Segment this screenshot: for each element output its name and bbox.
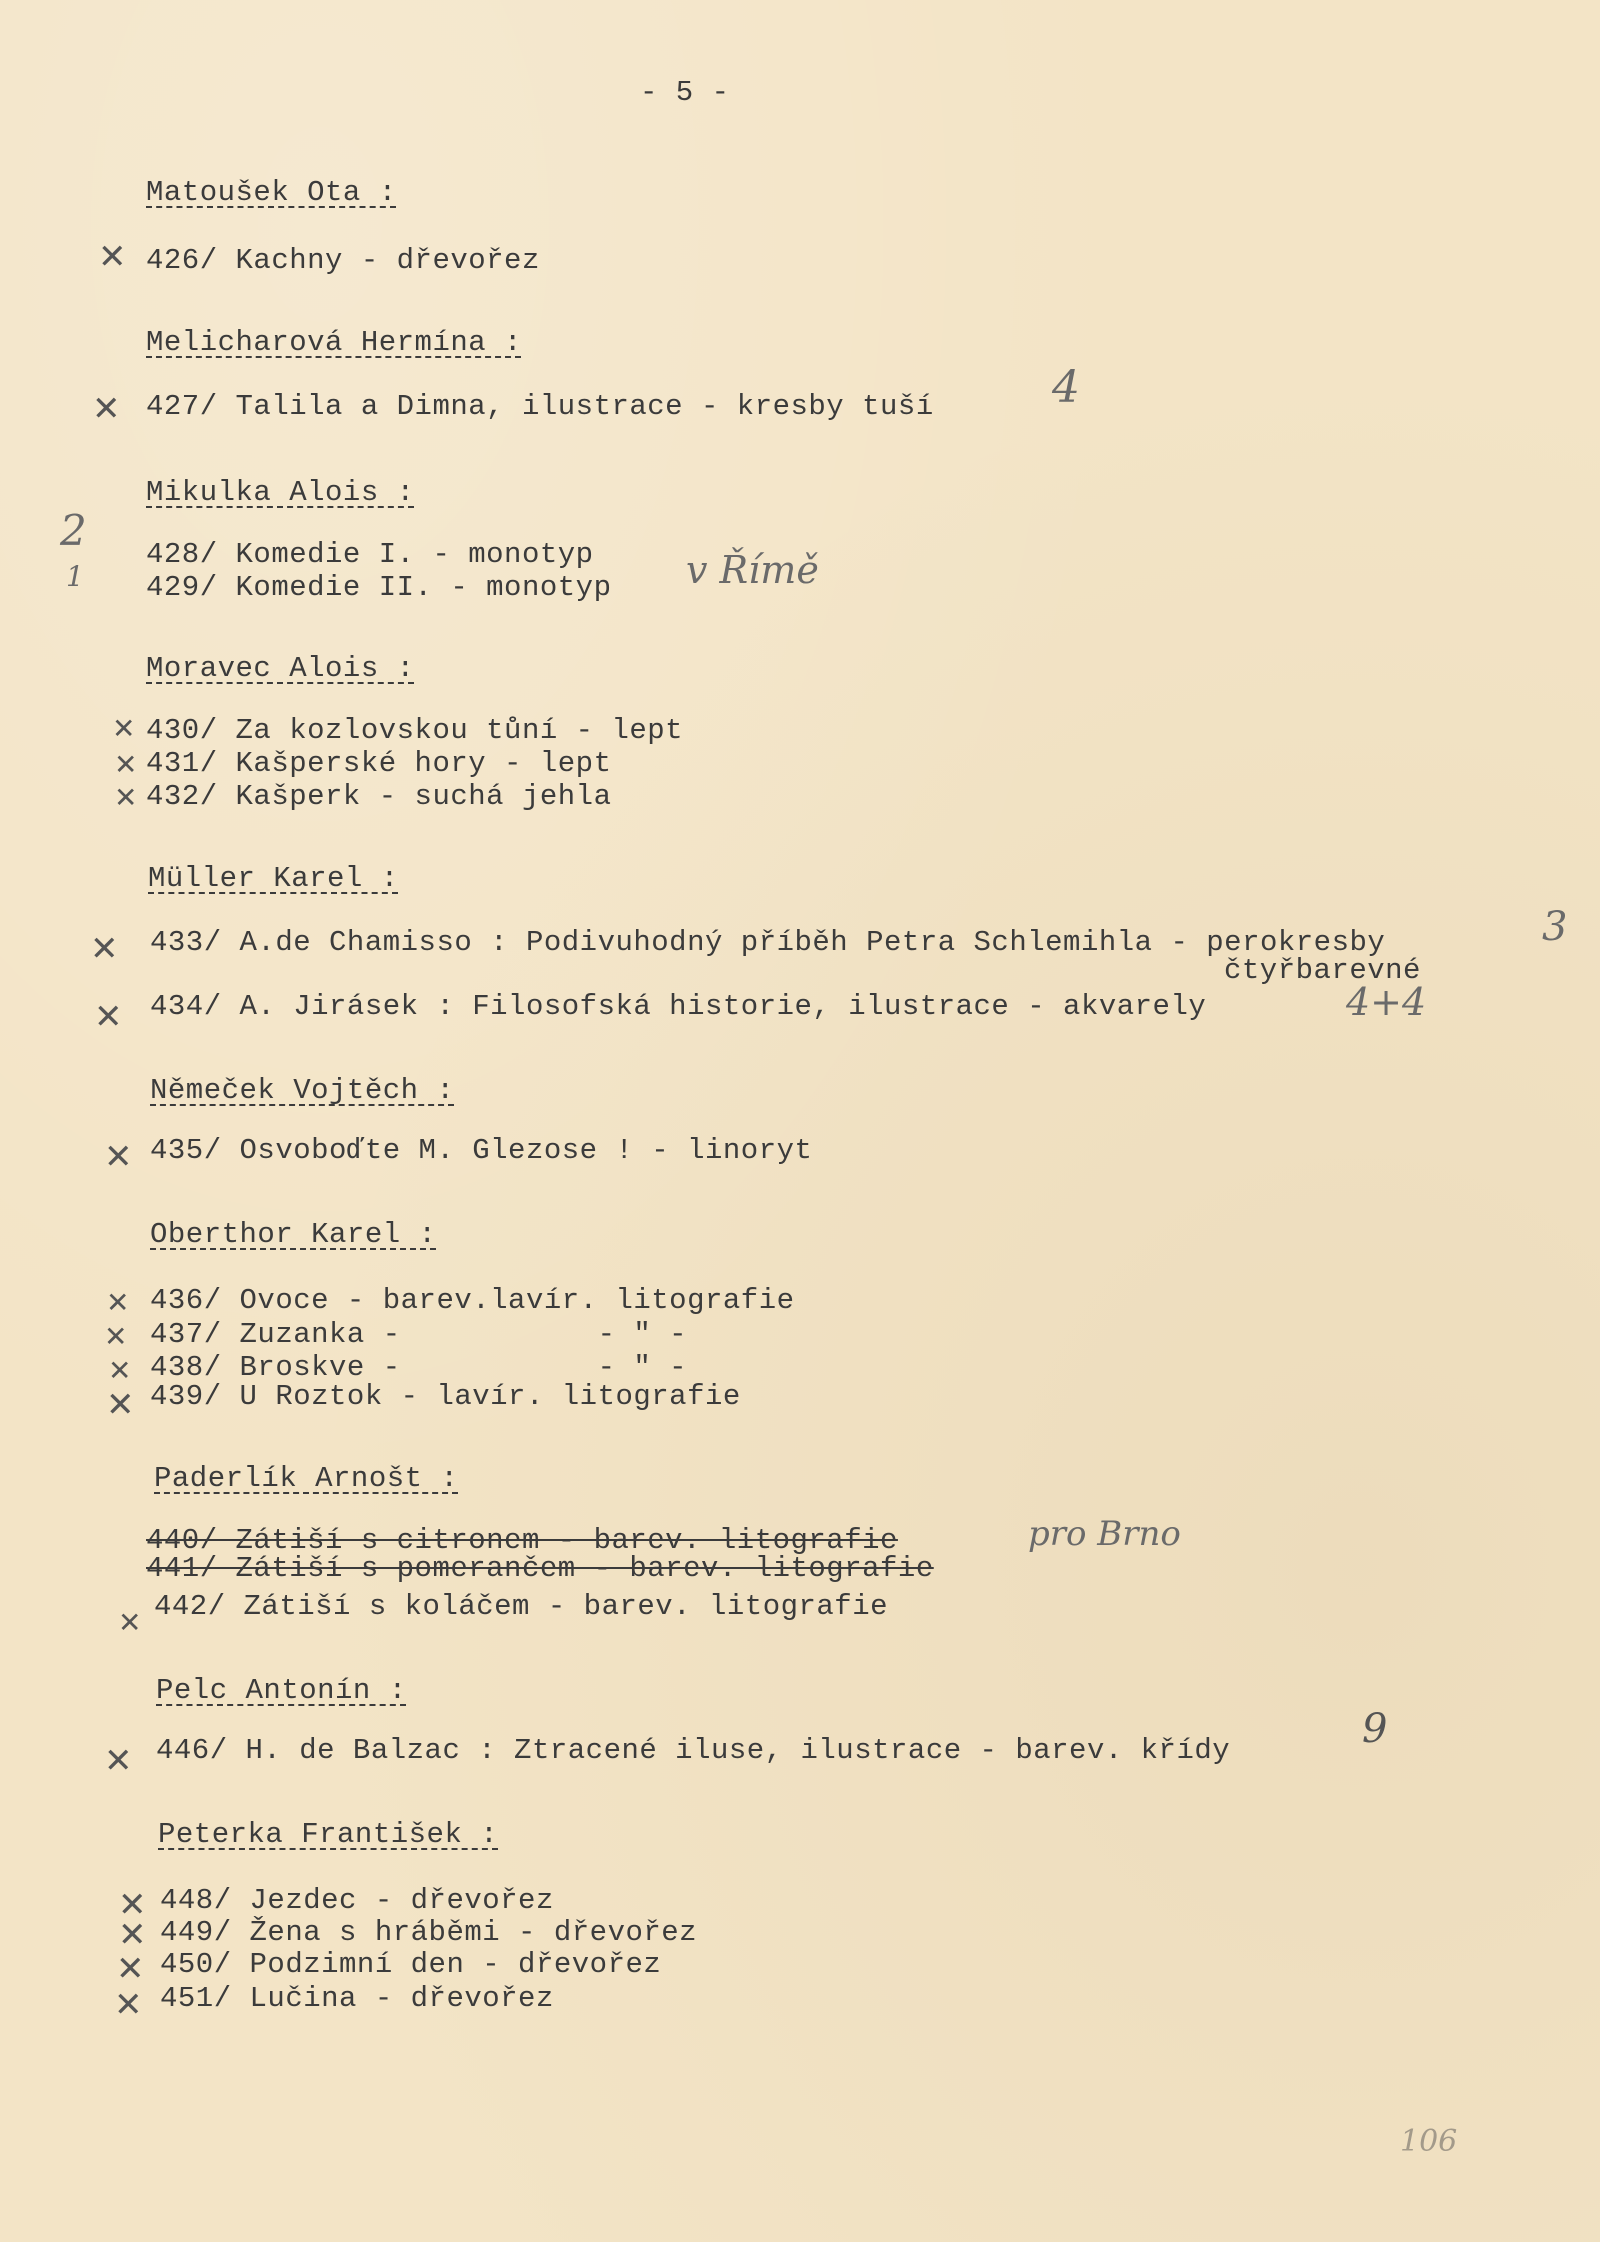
artist-heading-moravec: Moravec Alois : bbox=[146, 652, 415, 685]
artwork-entry-449: 449/ Žena s hráběmi - dřevořez bbox=[160, 1916, 698, 1949]
handwritten-count-427: 4 bbox=[1052, 362, 1080, 413]
artist-heading-oberthor: Oberthor Karel : bbox=[150, 1218, 437, 1251]
check-mark: ✕ bbox=[118, 1606, 142, 1639]
handwritten-mark-2: 2 bbox=[60, 506, 87, 555]
artwork-entry-446: 446/ H. de Balzac : Ztracené iluse, ilustrace - barev. křídy bbox=[156, 1734, 1231, 1767]
artwork-entry-434: 434/ A. Jirásek : Filosofská historie, ilustrace - akvarely bbox=[150, 990, 1207, 1023]
artist-heading-mikulka: Mikulka Alois : bbox=[146, 476, 415, 509]
artist-heading-peterka: Peterka František : bbox=[158, 1818, 499, 1851]
artwork-entry-450: 450/ Podzimní den - dřevořez bbox=[160, 1948, 662, 1981]
artwork-entry-432: 432/ Kašperk - suchá jehla bbox=[146, 780, 612, 813]
check-mark: ✕ bbox=[106, 1385, 135, 1425]
check-mark: ✕ bbox=[118, 1915, 147, 1955]
check-mark: ✕ bbox=[118, 1885, 147, 1925]
check-mark: ✕ bbox=[114, 748, 138, 781]
check-mark: ✕ bbox=[98, 237, 127, 277]
artist-heading-melicharova: Melicharová Hermína : bbox=[146, 326, 522, 359]
artwork-entry-426: 426/ Kachny - dřevořez bbox=[146, 244, 540, 277]
check-mark: ✕ bbox=[104, 1320, 128, 1353]
handwritten-mark-1: 1 bbox=[66, 560, 84, 593]
check-mark: ✕ bbox=[108, 1354, 132, 1387]
check-mark: ✕ bbox=[116, 1949, 145, 1989]
artwork-entry-431: 431/ Kašperské hory - lept bbox=[146, 747, 612, 780]
page-number: - 5 - bbox=[640, 76, 730, 109]
handwritten-note-v-rome: v Římě bbox=[686, 548, 819, 592]
check-mark: ✕ bbox=[104, 1137, 133, 1177]
artwork-entry-437: 437/ Zuzanka - - " - bbox=[150, 1318, 688, 1351]
artwork-entry-441-struck: 441/ Zátiší s pomerančem - barev. litografie bbox=[146, 1552, 934, 1585]
check-mark: ✕ bbox=[94, 997, 123, 1037]
artwork-entry-440-struck: 440/ Zátiší s citronem - barev. litografie bbox=[146, 1524, 898, 1557]
artist-heading-pelc: Pelc Antonín : bbox=[156, 1674, 407, 1707]
artwork-entry-436: 436/ Ovoce - barev.lavír. litografie bbox=[150, 1284, 795, 1317]
artist-heading-matousek: Matoušek Ota : bbox=[146, 176, 397, 209]
artwork-entry-435: 435/ Osvoboďte M. Glezose ! - linoryt bbox=[150, 1134, 813, 1167]
artwork-entry-451: 451/ Lučina - dřevořez bbox=[160, 1982, 554, 2015]
check-mark: ✕ bbox=[92, 389, 121, 429]
handwritten-count-433: 3 bbox=[1542, 904, 1568, 950]
check-mark: ✕ bbox=[114, 1985, 143, 2025]
artwork-entry-433-continued: čtyřbarevné bbox=[1224, 954, 1421, 987]
artwork-entry-442: 442/ Zátiší s koláčem - barev. litografie bbox=[154, 1590, 889, 1623]
check-mark: ✕ bbox=[112, 712, 136, 745]
handwritten-count-434: 4+4 bbox=[1346, 980, 1427, 1024]
check-mark: ✕ bbox=[114, 781, 138, 814]
artwork-entry-438: 438/ Broskve - - " - bbox=[150, 1351, 688, 1384]
artist-heading-nemecek: Němeček Vojtěch : bbox=[150, 1074, 455, 1107]
handwritten-note-pro-brno: pro Brno bbox=[1028, 1514, 1181, 1554]
artwork-entry-439: 439/ U Roztok - lavír. litografie bbox=[150, 1380, 741, 1413]
artist-heading-muller: Müller Karel : bbox=[148, 862, 399, 895]
artwork-entry-433: 433/ A.de Chamisso : Podivuhodný příběh Petra Schlemihla - perokresby bbox=[150, 926, 1386, 959]
artwork-entry-429: 429/ Komedie II. - monotyp bbox=[146, 571, 612, 604]
artwork-entry-428: 428/ Komedie I. - monotyp bbox=[146, 538, 594, 571]
check-mark: ✕ bbox=[90, 929, 119, 969]
artwork-entry-430: 430/ Za kozlovskou tůní - lept bbox=[146, 714, 684, 747]
check-mark: ✕ bbox=[104, 1741, 133, 1781]
check-mark: ✕ bbox=[106, 1286, 130, 1319]
handwritten-count-446: 9 bbox=[1362, 1706, 1388, 1752]
artist-heading-paderlik: Paderlík Arnošt : bbox=[154, 1462, 459, 1495]
artwork-entry-427: 427/ Talila a Dimna, ilustrace - kresby tuší bbox=[146, 390, 934, 423]
handwritten-corner-number: 106 bbox=[1400, 2124, 1458, 2159]
artwork-entry-448: 448/ Jezdec - dřevořez bbox=[160, 1884, 554, 1917]
